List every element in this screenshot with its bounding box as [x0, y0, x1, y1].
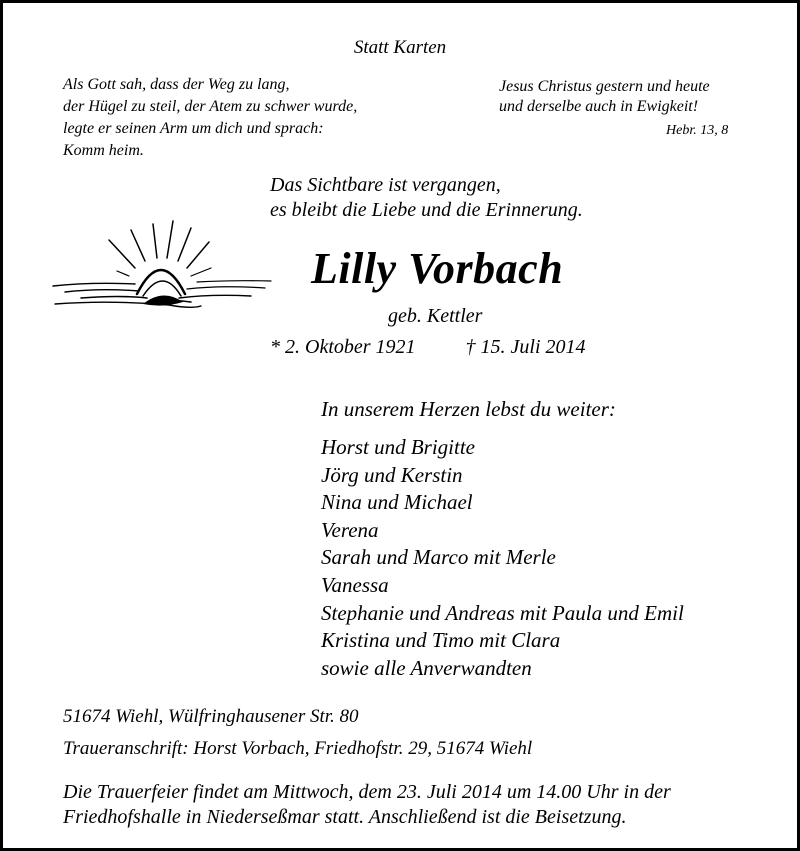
- poem-left: [63, 74, 357, 162]
- list-item: Sarah und Marco mit Merle: [321, 545, 556, 570]
- bible-verse: [499, 77, 710, 117]
- mourners-list: [321, 434, 684, 682]
- funeral-notice-line: Friedhofshalle in Niederseßmar statt. Anschließend ist die Beisetzung.: [63, 806, 627, 828]
- bible-verse-reference: Hebr. 13, 8: [666, 123, 729, 138]
- list-item: Stephanie und Andreas mit Paula und Emil: [321, 600, 684, 625]
- list-item: Verena: [321, 517, 379, 542]
- list-item: Jörg und Kerstin: [321, 462, 463, 487]
- motto-line: Das Sichtbare ist vergangen,: [270, 174, 501, 196]
- list-item: Kristina und Timo mit Clara: [321, 628, 561, 653]
- funeral-notice-line: Die Trauerfeier findet am Mittwoch, dem 23. Juli 2014 um 14.00 Uhr in der: [63, 781, 671, 803]
- funeral-notice: [63, 780, 671, 830]
- setting-sun-icon: [51, 216, 273, 317]
- list-item: sowie alle Anverwandten: [321, 655, 532, 680]
- list-item: Nina und Michael: [321, 490, 473, 515]
- death-date: † 15. Juli 2014: [465, 336, 586, 358]
- mourning-address: Traueranschrift: Horst Vorbach, Friedhofstr. 29, 51674 Wiehl: [63, 738, 533, 759]
- deceased-name: Lilly Vorbach: [311, 244, 564, 293]
- poem-left-line: Komm heim.: [63, 142, 144, 159]
- life-dates: [270, 336, 586, 359]
- poem-left-line: Als Gott sah, dass der Weg zu lang,: [63, 76, 290, 93]
- list-item: Horst und Brigitte: [321, 435, 476, 459]
- bible-verse-line: und derselbe auch in Ewigkeit!: [499, 98, 699, 115]
- header-statt-karten: Statt Karten: [353, 37, 447, 58]
- poem-left-line: legte er seinen Arm um dich und sprach:: [63, 120, 324, 137]
- motto: [270, 173, 583, 223]
- motto-line: es bleibt die Liebe und die Erinnerung.: [270, 199, 583, 221]
- bible-verse-line: Jesus Christus gestern und heute: [499, 78, 710, 95]
- birth-date: * 2. Oktober 1921: [270, 336, 416, 358]
- list-item: Vanessa: [321, 572, 389, 597]
- poem-left-line: der Hügel zu steil, der Atem zu schwer wurde,: [63, 98, 358, 115]
- tribute-line: In unserem Herzen lebst du weiter:: [321, 397, 616, 421]
- birth-name: geb. Kettler: [388, 305, 483, 327]
- residence-address: 51674 Wiehl, Wülfringhausener Str. 80: [63, 706, 359, 727]
